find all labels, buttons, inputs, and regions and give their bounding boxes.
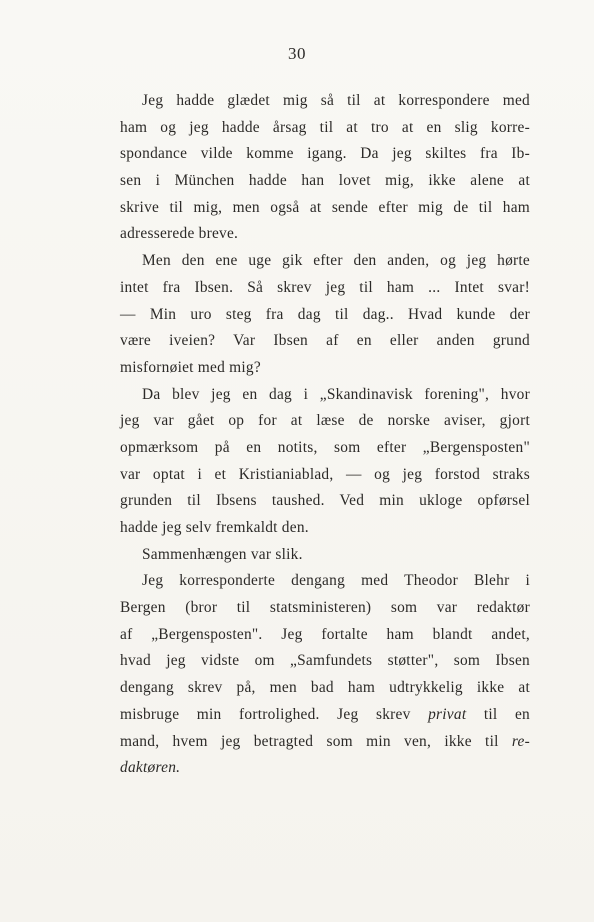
text-line bbox=[120, 462, 530, 489]
text-line bbox=[120, 355, 530, 382]
text-line bbox=[120, 515, 530, 542]
italic-text: privat bbox=[428, 705, 467, 723]
text-segment: grunden til Ibsens taushed. Ved min ukloge opførsel bbox=[120, 492, 530, 510]
text-segment: af „Bergensposten". Jeg fortalte ham blandt andet, bbox=[120, 625, 530, 643]
text-segment: Sammenhængen var slik. bbox=[142, 545, 303, 563]
text-line bbox=[120, 702, 530, 729]
text-line bbox=[120, 675, 530, 702]
text-segment: jeg var gået op for at læse de norske aviser, gjort bbox=[120, 412, 530, 430]
text-segment: ham og jeg hadde årsag til at tro at en slig korre- bbox=[120, 118, 530, 136]
text-line bbox=[120, 88, 530, 115]
text-segment: Bergen (bror til statsministeren) som var redaktør bbox=[120, 599, 530, 617]
text-line bbox=[120, 408, 530, 435]
text-line bbox=[120, 382, 530, 409]
text-line bbox=[120, 542, 530, 569]
text-segment: Da blev jeg en dag i „Skandinavisk forening", hvor bbox=[142, 385, 530, 403]
italic-text: daktøren. bbox=[120, 759, 181, 777]
text-segment: Jeg korresponderte dengang med Theodor Blehr i bbox=[142, 572, 530, 590]
text-segment: misbruge min fortrolighed. Jeg skrev bbox=[120, 705, 429, 723]
text-segment: adresserede breve. bbox=[120, 225, 239, 243]
text-segment: Jeg hadde glædet mig så til at korrespondere med bbox=[142, 92, 530, 109]
text-line bbox=[120, 168, 530, 195]
text-line bbox=[120, 755, 530, 782]
text-segment: Men den ene uge gik efter den anden, og jeg hørte bbox=[142, 252, 530, 270]
text-segment: mand, hvem jeg betragted som min ven, ikke til bbox=[120, 732, 512, 750]
page-number: 30 bbox=[288, 44, 306, 63]
text-line bbox=[120, 195, 530, 222]
text-segment: var optat i et Kristianiablad, — og jeg forstod straks bbox=[120, 465, 530, 483]
text-segment: sen i München hadde han lovet mig, ikke alene at bbox=[120, 172, 530, 190]
text-line bbox=[120, 648, 530, 675]
text-segment: misfornøiet med mig? bbox=[120, 358, 261, 376]
body-text bbox=[120, 88, 530, 782]
text-segment: — Min uro steg fra dag til dag.. Hvad kunde der bbox=[120, 305, 530, 323]
text-line bbox=[120, 221, 530, 248]
text-line bbox=[120, 595, 530, 622]
text-line bbox=[120, 248, 530, 275]
text-line bbox=[120, 302, 530, 329]
text-segment: hvad jeg vidste om „Samfundets støtter", som Ibsen bbox=[120, 652, 530, 670]
text-line bbox=[120, 568, 530, 595]
text-line bbox=[120, 115, 530, 142]
text-line bbox=[120, 275, 530, 302]
text-segment: opmærksom på en notits, som efter „Bergensposten" bbox=[120, 438, 530, 456]
text-line bbox=[120, 328, 530, 355]
text-segment: hadde jeg selv fremkaldt den. bbox=[120, 519, 309, 536]
text-line bbox=[120, 622, 530, 649]
text-segment: intet fra Ibsen. Så skrev jeg til ham ... Intet svar! bbox=[120, 278, 530, 296]
text-line bbox=[120, 435, 530, 462]
text-segment: være iveien? Var Ibsen af en eller anden grund bbox=[120, 332, 530, 350]
text-segment: til en bbox=[466, 705, 531, 723]
text-line bbox=[120, 729, 530, 756]
italic-text: re- bbox=[511, 732, 530, 750]
text-line bbox=[120, 141, 530, 168]
text-segment: spondance vilde komme igang. Da jeg skiltes fra Ib- bbox=[120, 145, 530, 163]
text-segment: skrive til mig, men også at sende efter mig de til ham bbox=[120, 198, 530, 216]
text-line bbox=[120, 488, 530, 515]
text-segment: dengang skrev på, men bad ham udtrykkelig ikke at bbox=[120, 679, 530, 697]
